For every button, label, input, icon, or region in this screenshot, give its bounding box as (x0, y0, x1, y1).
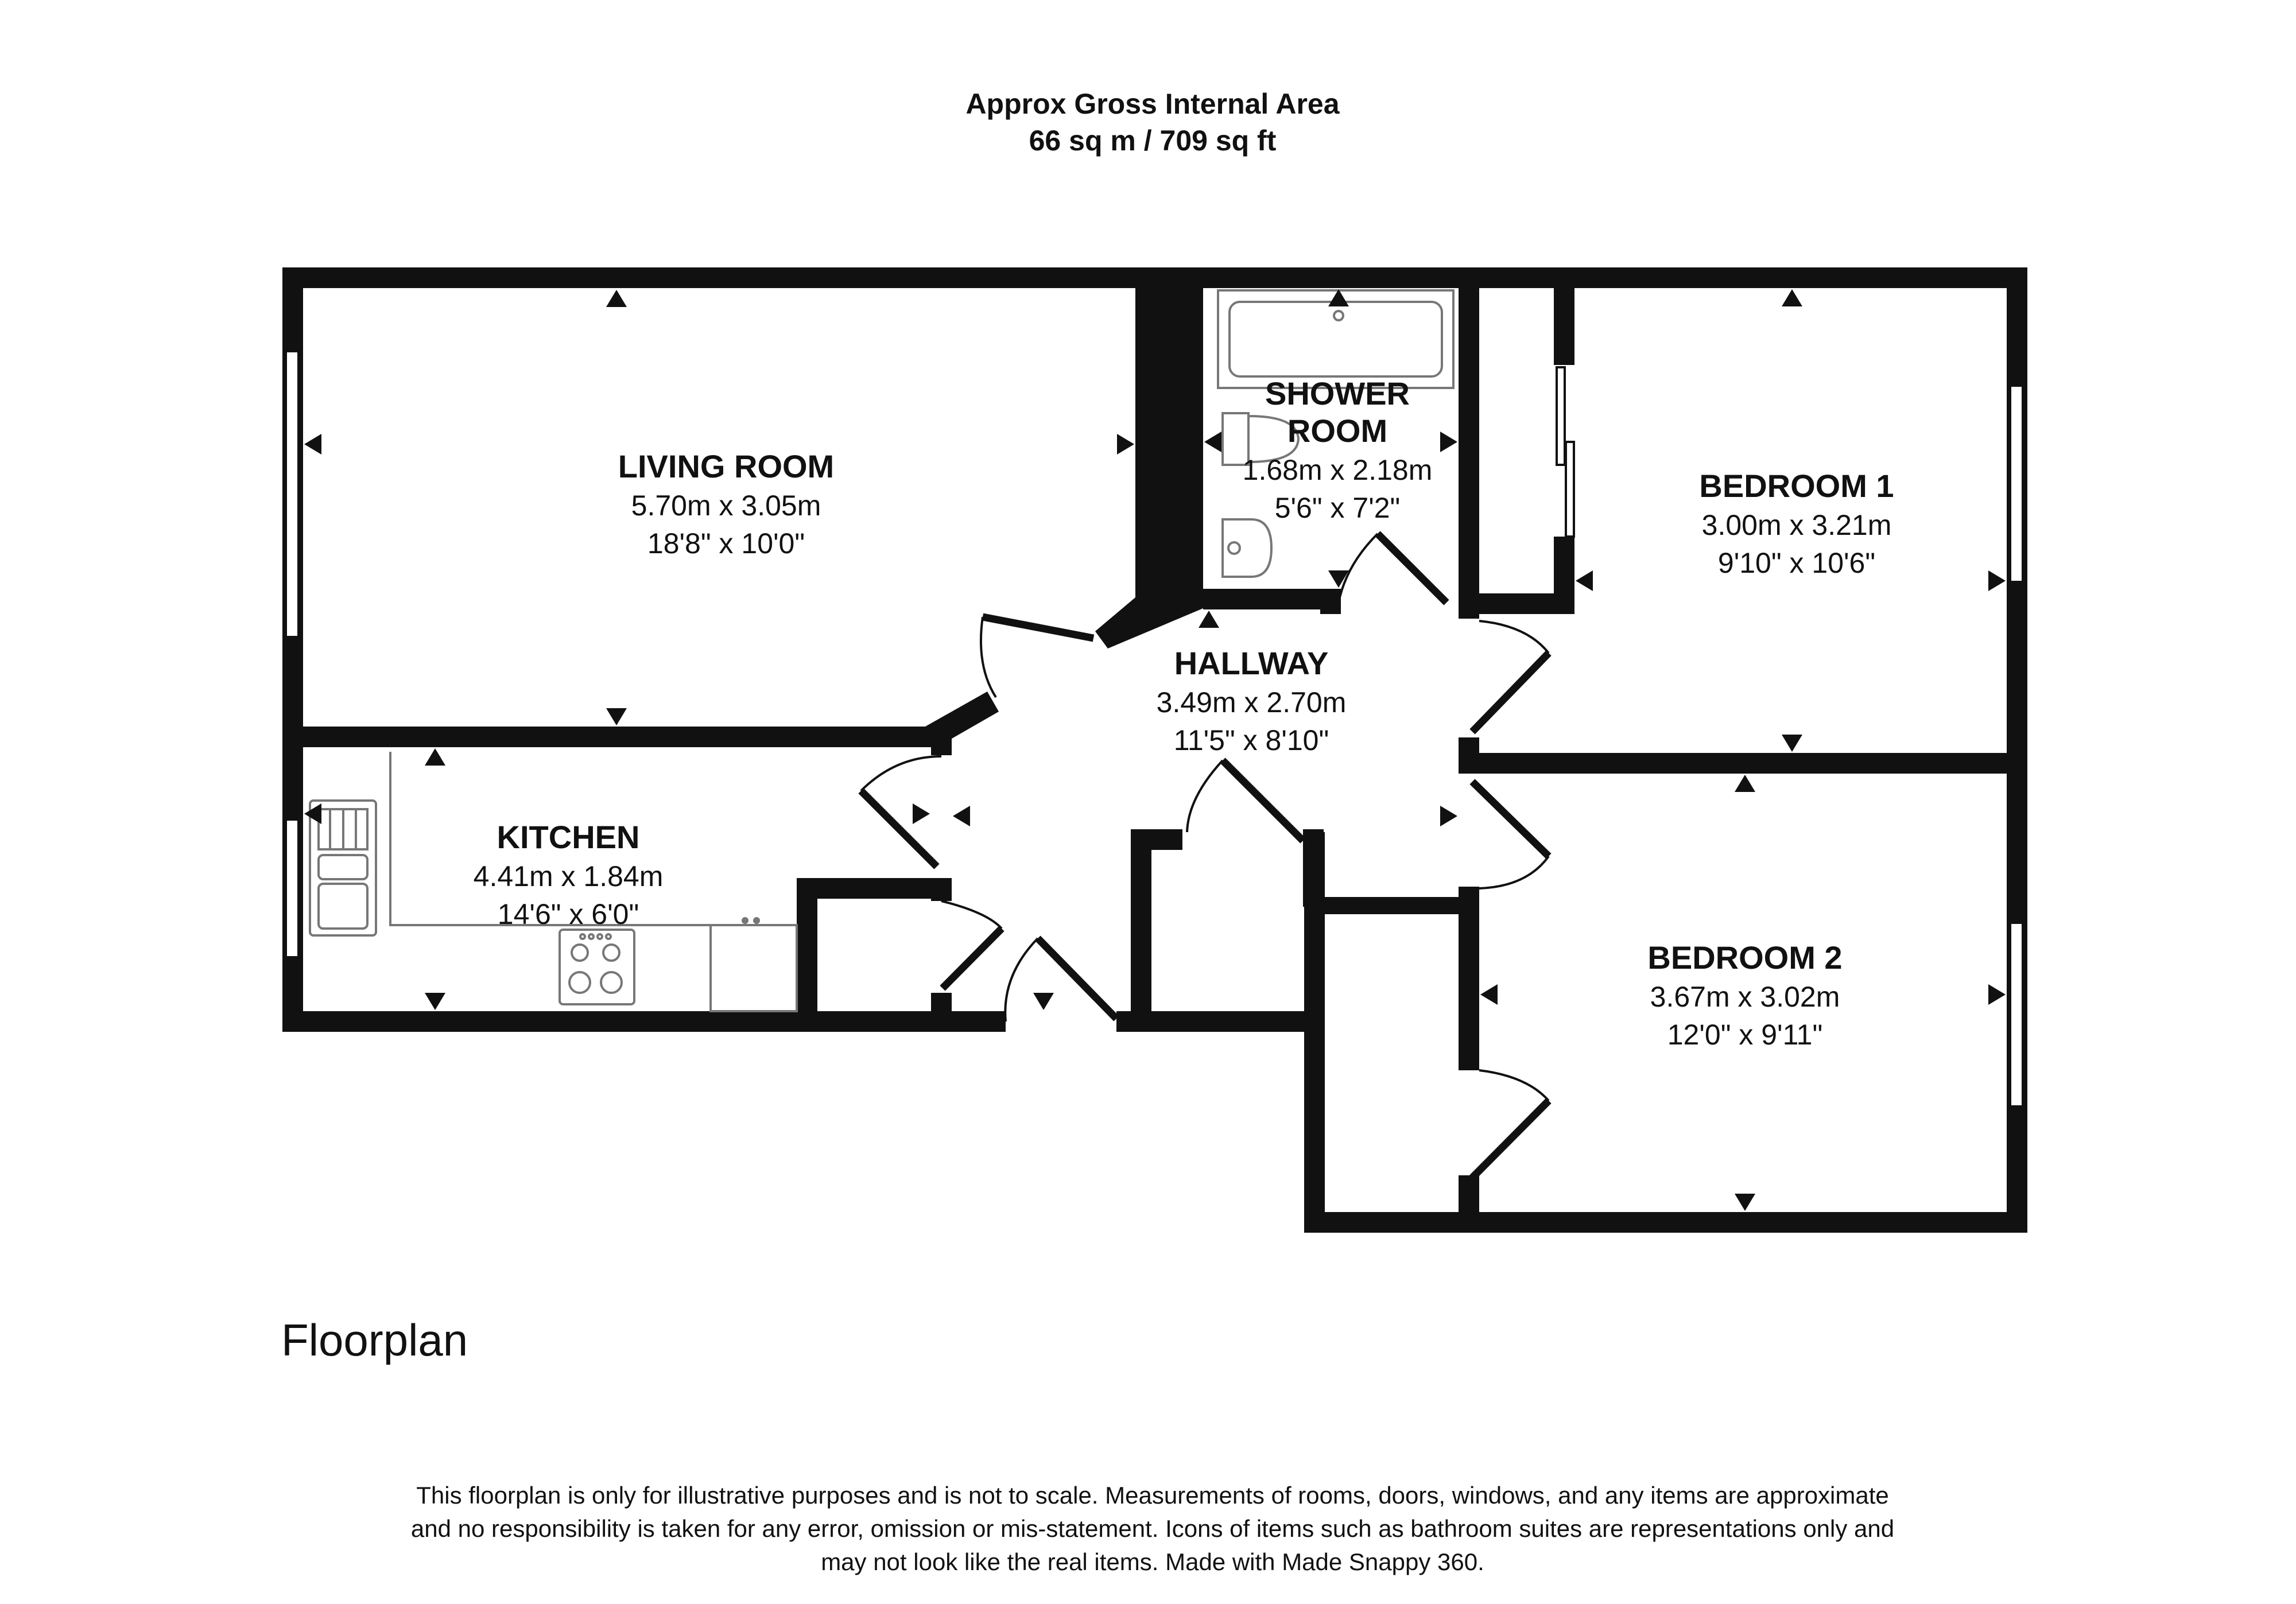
window-kitchen (286, 820, 298, 957)
arrow-living-right (1117, 434, 1134, 455)
room-metric: 3.49m x 2.70m (1156, 686, 1347, 719)
wall-shower-bottom (1203, 589, 1337, 609)
room-kitchen (474, 819, 664, 930)
room-metric: 3.00m x 3.21m (1701, 509, 1892, 541)
appliance-dot-1 (742, 917, 748, 924)
disclaimer-line-1: This floorplan is only for illustrative purposes and is not to scale. Measurements of rooms, doors, windows, and any items are approximate (416, 1482, 1889, 1509)
basin-icon (1223, 519, 1271, 577)
wall-bedroom1-bedroom2 (1459, 753, 2027, 774)
floorplan-caption: Floorplan (281, 1315, 468, 1365)
door-kitchen-swing (861, 756, 941, 791)
room-metric: 5.70m x 3.05m (631, 490, 821, 522)
arrow-kitchen-bottom (425, 993, 445, 1010)
arrow-bedroom1-top (1782, 289, 1802, 306)
wall-chimney (1135, 267, 1203, 597)
wall-store-door-stub-top (931, 878, 952, 901)
wall-hall-cupboard-left (1131, 829, 1151, 1032)
arrow-bedroom2-right (1988, 984, 2006, 1005)
disclaimer-line-2: and no responsibility is taken for any error, omission or mis-statement. Icons of items such as bathroom suites are representations only and (410, 1515, 1895, 1542)
room-name: BEDROOM 1 (1699, 468, 1894, 504)
room-imperial: 5'6" x 7'2" (1274, 492, 1401, 524)
room-metric: 4.41m x 1.84m (473, 860, 664, 892)
wardrobe-sliding-door-2 (1566, 442, 1574, 537)
door-hall-cupboard-leaf (1223, 760, 1303, 841)
door-cupboard2-leaf (1472, 1101, 1549, 1178)
arrow-living-top (606, 290, 627, 307)
wall-bottom-kitchen (282, 1011, 1006, 1032)
room-imperial: 11'5" x 8'10" (1173, 724, 1329, 756)
wall-store-left (797, 878, 817, 1032)
kitchen-unit (711, 925, 797, 1011)
room-name: KITCHEN (497, 819, 640, 855)
arrow-hallway-right (1440, 806, 1457, 826)
door-entrance-leaf (1038, 938, 1116, 1019)
disclaimer-line-3: may not look like the real items. Made with Made Snappy 360. (821, 1548, 1484, 1575)
walls (282, 267, 2027, 1233)
door-cupboard2-swing (1479, 1070, 1549, 1101)
room-imperial: 14'6" x 6'0" (497, 898, 639, 930)
wardrobe-sliding-door-1 (1557, 367, 1565, 465)
room-bedroom-2 (1647, 939, 1842, 1051)
wall-hall-right-mid (1459, 737, 1479, 772)
wall-living-kitchen (282, 727, 931, 747)
wall-bedroom2-left-bottom (1459, 1175, 1479, 1233)
wall-bottom-bedroom2 (1304, 1212, 2027, 1233)
room-name: HALLWAY (1174, 645, 1329, 681)
gross-area-title: Approx Gross Internal Area (965, 88, 1340, 120)
wall-chimney-diagonal (1095, 597, 1203, 648)
arrow-bedroom2-top (1735, 775, 1755, 792)
arrow-hallway-bottom (1033, 993, 1054, 1010)
room-name: BEDROOM 2 (1647, 939, 1843, 976)
arrow-shower-left (1204, 432, 1221, 452)
arrow-hallway-top (1199, 611, 1219, 628)
door-entrance-swing (1005, 938, 1038, 1022)
arrow-living-left (304, 434, 321, 455)
wall-store-top (797, 878, 952, 899)
window-living (286, 351, 298, 637)
basin-tap-icon (1228, 542, 1240, 554)
room-bedroom-1 (1699, 468, 1894, 579)
arrow-bedroom1-right (1988, 570, 2006, 591)
door-living-leaf (983, 617, 1093, 638)
arrow-kitchen-top (425, 748, 445, 766)
window-bedroom1 (2010, 386, 2023, 582)
room-name-line2: ROOM (1287, 413, 1388, 449)
wall-cupboard2-top (1304, 897, 1479, 914)
door-living-swing (981, 617, 996, 697)
door-store-leaf (943, 929, 1002, 988)
room-shower (1243, 375, 1433, 524)
arrow-bedroom1-left (1576, 570, 1593, 591)
room-imperial: 12'0" x 9'11" (1667, 1019, 1823, 1051)
wall-shower-right (1459, 267, 1479, 609)
door-kitchen-leaf (861, 791, 937, 867)
wall-kitchen-door-stub (931, 727, 952, 755)
arrow-kitchen-right (913, 803, 930, 824)
wall-hall-cupboard-right (1303, 829, 1324, 907)
arrow-bedroom2-left (1480, 984, 1498, 1005)
appliance-dot-2 (753, 917, 760, 924)
arrow-bedroom1-bottom (1782, 735, 1802, 752)
room-name: LIVING ROOM (618, 448, 835, 484)
room-hallway (1157, 645, 1347, 756)
room-living (618, 448, 834, 560)
room-metric: 1.68m x 2.18m (1242, 454, 1433, 486)
wall-store-door-stub-bottom (931, 993, 952, 1032)
gross-area-value: 66 sq m / 709 sq ft (1029, 125, 1277, 157)
room-name-line1: SHOWER (1265, 375, 1410, 411)
window-bedroom2 (2010, 923, 2023, 1106)
door-shower-leaf (1378, 534, 1446, 603)
room-imperial: 18'8" x 10'0" (647, 527, 805, 560)
arrow-hallway-left (953, 806, 970, 826)
wall-bedroom1-door-stub (1459, 593, 1479, 619)
arrow-shower-right (1440, 432, 1457, 452)
room-metric: 3.67m x 3.02m (1650, 981, 1840, 1013)
hob-icon (560, 930, 634, 1004)
door-hall-cupboard-swing (1187, 760, 1223, 832)
door-bedroom2-swing (1479, 856, 1549, 888)
door-bedroom2-leaf (1472, 782, 1549, 856)
room-imperial: 9'10" x 10'6" (1717, 547, 1876, 579)
door-store-swing (941, 901, 1002, 929)
door-bedroom1-swing (1479, 621, 1549, 653)
wall-bedroom1-left-top (1554, 267, 1574, 365)
arrow-bedroom2-bottom (1735, 1194, 1755, 1211)
arrow-living-bottom (606, 708, 627, 725)
door-bedroom1-leaf (1472, 653, 1549, 732)
